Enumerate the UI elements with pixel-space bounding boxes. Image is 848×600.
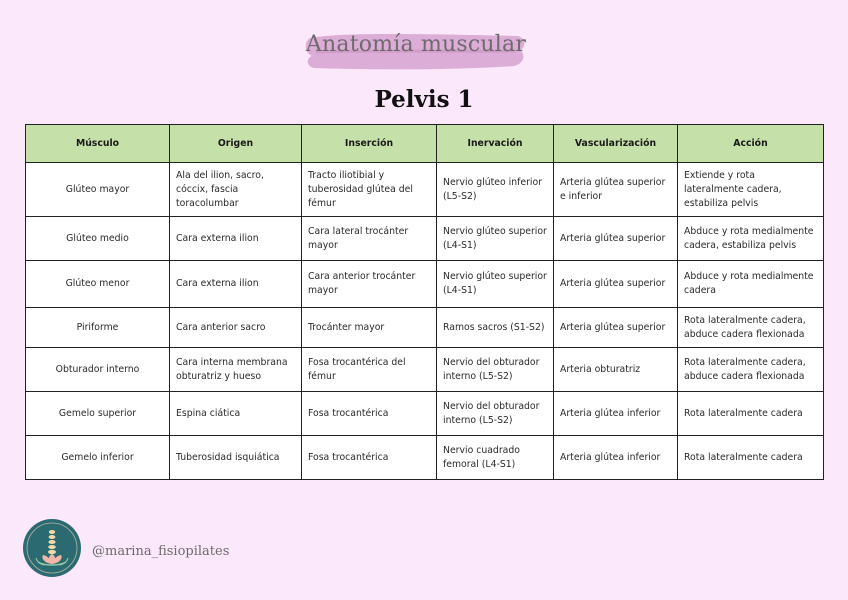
cell-musculo: Obturador interno xyxy=(26,348,170,392)
column-header-vascularizacion: Vascularización xyxy=(554,125,678,163)
cell-accion: Abduce y rota medialmente cadera, estabiliza pelvis xyxy=(678,217,824,261)
cell-accion: Extiende y rota lateralmente cadera, estabiliza pelvis xyxy=(678,163,824,217)
title-banner xyxy=(300,24,532,74)
column-header-accion: Acción xyxy=(678,125,824,163)
cell-accion: Rota lateralmente cadera, abduce cadera flexionada xyxy=(678,348,824,392)
cell-insercion: Fosa trocantérica xyxy=(302,392,437,436)
cell-musculo: Piriforme xyxy=(26,308,170,348)
cell-origen: Espina ciática xyxy=(170,392,302,436)
cell-musculo: Gemelo inferior xyxy=(26,436,170,480)
cell-origen: Ala del ilion, sacro, cóccix, fascia toracolumbar xyxy=(170,163,302,217)
cell-vascularizacion: Arteria glútea inferior xyxy=(554,436,678,480)
cell-vascularizacion: Arteria obturatriz xyxy=(554,348,678,392)
cell-musculo: Glúteo menor xyxy=(26,261,170,308)
cell-accion: Rota lateralmente cadera, abduce cadera flexionada xyxy=(678,308,824,348)
cell-vascularizacion: Arteria glútea superior xyxy=(554,261,678,308)
cell-inervacion: Nervio cuadrado femoral (L4-S1) xyxy=(437,436,554,480)
table-row xyxy=(26,217,824,261)
spine-lotus-logo-icon xyxy=(22,518,82,578)
cell-insercion: Fosa trocantérica xyxy=(302,436,437,480)
column-header-musculo: Músculo xyxy=(26,125,170,163)
cell-inervacion: Ramos sacros (S1-S2) xyxy=(437,308,554,348)
muscle-table xyxy=(25,124,824,480)
table-row xyxy=(26,308,824,348)
cell-vascularizacion: Arteria glútea superior e inferior xyxy=(554,163,678,217)
header-title: Anatomía muscular xyxy=(305,32,527,57)
cell-insercion: Cara lateral trocánter mayor xyxy=(302,217,437,261)
cell-inervacion: Nervio del obturador interno (L5-S2) xyxy=(437,392,554,436)
cell-inervacion: Nervio glúteo superior (L4-S1) xyxy=(437,217,554,261)
cell-musculo: Glúteo mayor xyxy=(26,163,170,217)
cell-musculo: Gemelo superior xyxy=(26,392,170,436)
cell-vascularizacion: Arteria glútea superior xyxy=(554,308,678,348)
column-header-origen: Origen xyxy=(170,125,302,163)
table-row xyxy=(26,392,824,436)
cell-vascularizacion: Arteria glútea superior xyxy=(554,217,678,261)
cell-insercion: Tracto iliotibial y tuberosidad glútea del fémur xyxy=(302,163,437,217)
footer-handle: @marina_fisiopilates xyxy=(92,544,230,559)
cell-insercion: Trocánter mayor xyxy=(302,308,437,348)
table-header-row xyxy=(26,125,824,163)
table-row xyxy=(26,163,824,217)
cell-accion: Rota lateralmente cadera xyxy=(678,392,824,436)
cell-accion: Rota lateralmente cadera xyxy=(678,436,824,480)
table-row xyxy=(26,261,824,308)
cell-inervacion: Nervio del obturador interno (L5-S2) xyxy=(437,348,554,392)
cell-origen: Tuberosidad isquiática xyxy=(170,436,302,480)
cell-inervacion: Nervio glúteo superior (L4-S1) xyxy=(437,261,554,308)
cell-accion: Abduce y rota medialmente cadera xyxy=(678,261,824,308)
cell-origen: Cara anterior sacro xyxy=(170,308,302,348)
table-row xyxy=(26,348,824,392)
cell-origen: Cara externa ilion xyxy=(170,261,302,308)
cell-origen: Cara externa ilion xyxy=(170,217,302,261)
cell-origen: Cara interna membrana obturatriz y hueso xyxy=(170,348,302,392)
cell-insercion: Cara anterior trocánter mayor xyxy=(302,261,437,308)
page-title: Pelvis 1 xyxy=(374,86,474,113)
cell-inervacion: Nervio glúteo inferior (L5-S2) xyxy=(437,163,554,217)
column-header-inervacion: Inervación xyxy=(437,125,554,163)
cell-musculo: Glúteo medio xyxy=(26,217,170,261)
cell-insercion: Fosa trocantérica del fémur xyxy=(302,348,437,392)
table-row xyxy=(26,436,824,480)
column-header-insercion: Inserción xyxy=(302,125,437,163)
cell-vascularizacion: Arteria glútea inferior xyxy=(554,392,678,436)
